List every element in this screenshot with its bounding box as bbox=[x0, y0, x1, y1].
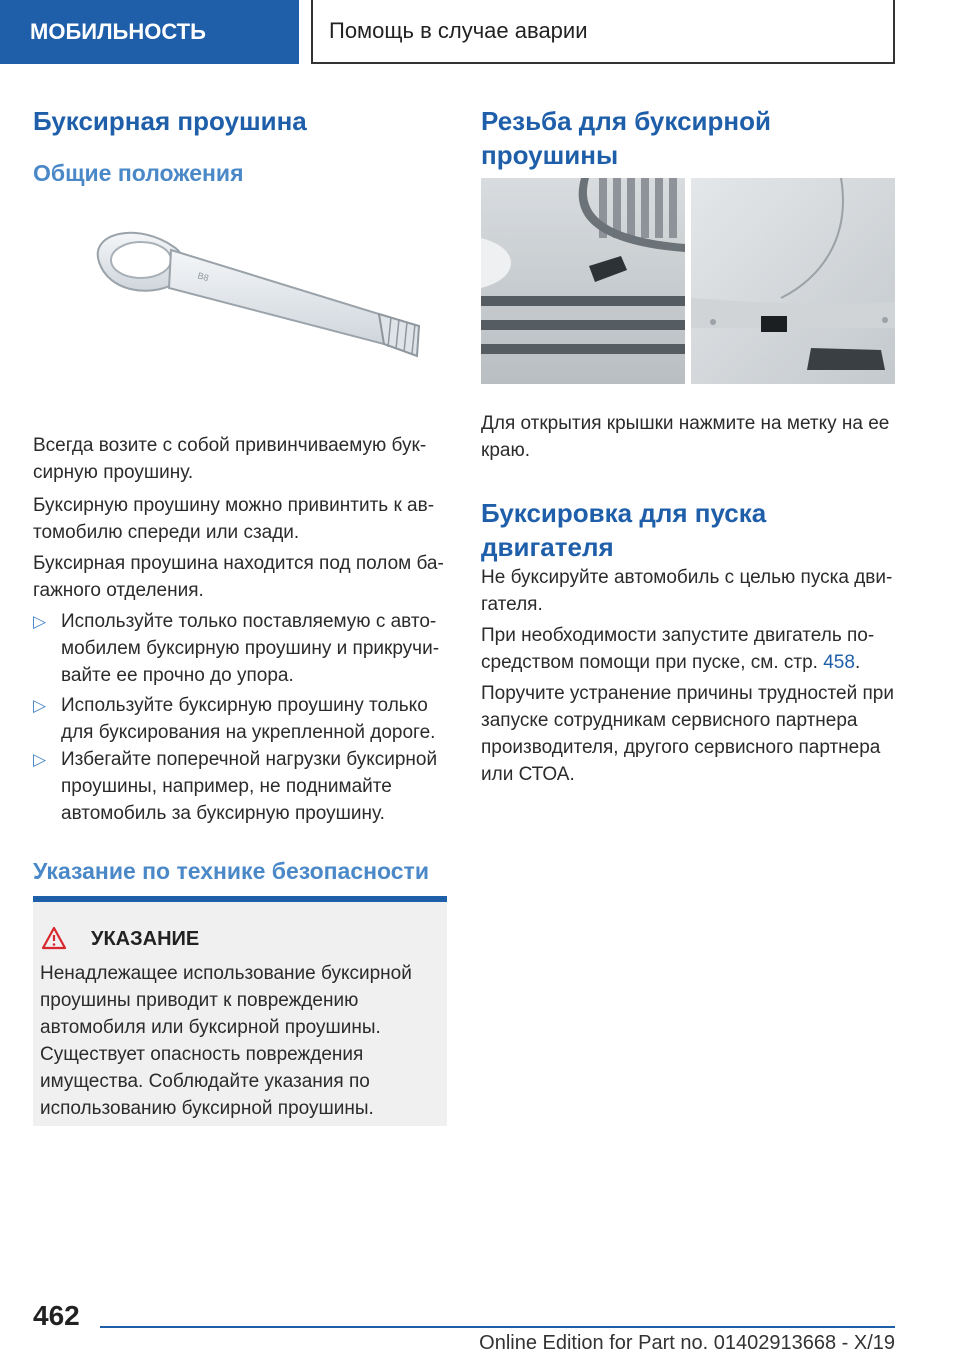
bullet-text: Используйте буксирную проушину только для буксирования на укрепленной дороге. bbox=[61, 695, 436, 743]
chapter-label: Помощь в случае аварии bbox=[329, 18, 588, 43]
warning-text: Ненадлежащее использование буксирной проушины приводит к повреждению автомобиля или буксирной проушины. Существует опасность повреждения имущества. Соблюдайте указания по использованию буксирной проушины. bbox=[40, 963, 412, 1119]
bullet-arrow-icon: ▷ bbox=[33, 750, 47, 769]
bullet-arrow-icon: ▷ bbox=[33, 696, 47, 715]
section-label: МОБИЛЬНОСТЬ bbox=[30, 19, 206, 44]
general-subtitle: Общие положения bbox=[33, 160, 244, 186]
page-number: 462 bbox=[33, 1300, 80, 1331]
header-chapter bbox=[311, 0, 895, 64]
edition-footer: Online Edition for Part no. 01402913668 - X/19 bbox=[479, 1332, 895, 1354]
right-paragraph-4: Поручите устранение причины трудностей при запуске сотрудникам сервисного партнера производителя, другого сервисного партнера или СТОА. bbox=[481, 683, 894, 785]
warning-box bbox=[33, 896, 447, 1126]
bullet-text: Избегайте поперечной нагрузки буксирной проушины, например, не поднимайте автомобиль за буксирную проушину. bbox=[61, 749, 438, 824]
ref-text-end: . bbox=[854, 652, 861, 673]
warning-title: УКАЗАНИЕ bbox=[91, 928, 200, 950]
warning-triangle-icon bbox=[41, 926, 67, 950]
left-paragraph-1: Всегда возите с собой привинчиваемую буксирную проушину. bbox=[33, 435, 427, 483]
tow-eye-illustration bbox=[79, 222, 439, 392]
ref-text: При необходимости запустите двигатель посредством помощи при пуске, см. стр. bbox=[481, 625, 875, 673]
bullet-text: Используйте только поставляемую с автомобилем буксирную проушину и прикручивайте ее прочно до упора. bbox=[61, 611, 440, 686]
page-reference-link[interactable]: 458 bbox=[823, 652, 855, 673]
right-paragraph-1: Для открытия крышки нажмите на метку на ее краю. bbox=[481, 413, 890, 461]
right-paragraph-3 bbox=[481, 622, 895, 676]
tow-start-title: Буксировка для пуска двигателя bbox=[481, 498, 767, 562]
footer-divider bbox=[100, 1326, 895, 1328]
list-item bbox=[33, 692, 447, 746]
tow-eye-marking: B8 bbox=[196, 270, 210, 284]
right-paragraph-2: Не буксируйте автомобиль с целью пуска двигателя. bbox=[481, 567, 893, 615]
bumper-photo bbox=[481, 178, 895, 384]
list-item bbox=[33, 608, 447, 689]
tow-eye-title: Буксирная проушина bbox=[33, 106, 307, 136]
left-paragraph-3: Буксирная проушина находится под полом багажного отделения. bbox=[33, 553, 444, 601]
header-section bbox=[0, 0, 299, 64]
bullet-arrow-icon: ▷ bbox=[33, 612, 47, 631]
safety-heading: Указание по технике безопасности bbox=[33, 858, 429, 884]
list-item bbox=[33, 746, 447, 827]
thread-title: Резьба для буксирной проушины bbox=[481, 106, 771, 170]
left-paragraph-2: Буксирную проушину можно привинтить к автомобилю спереди или сзади. bbox=[33, 495, 435, 543]
